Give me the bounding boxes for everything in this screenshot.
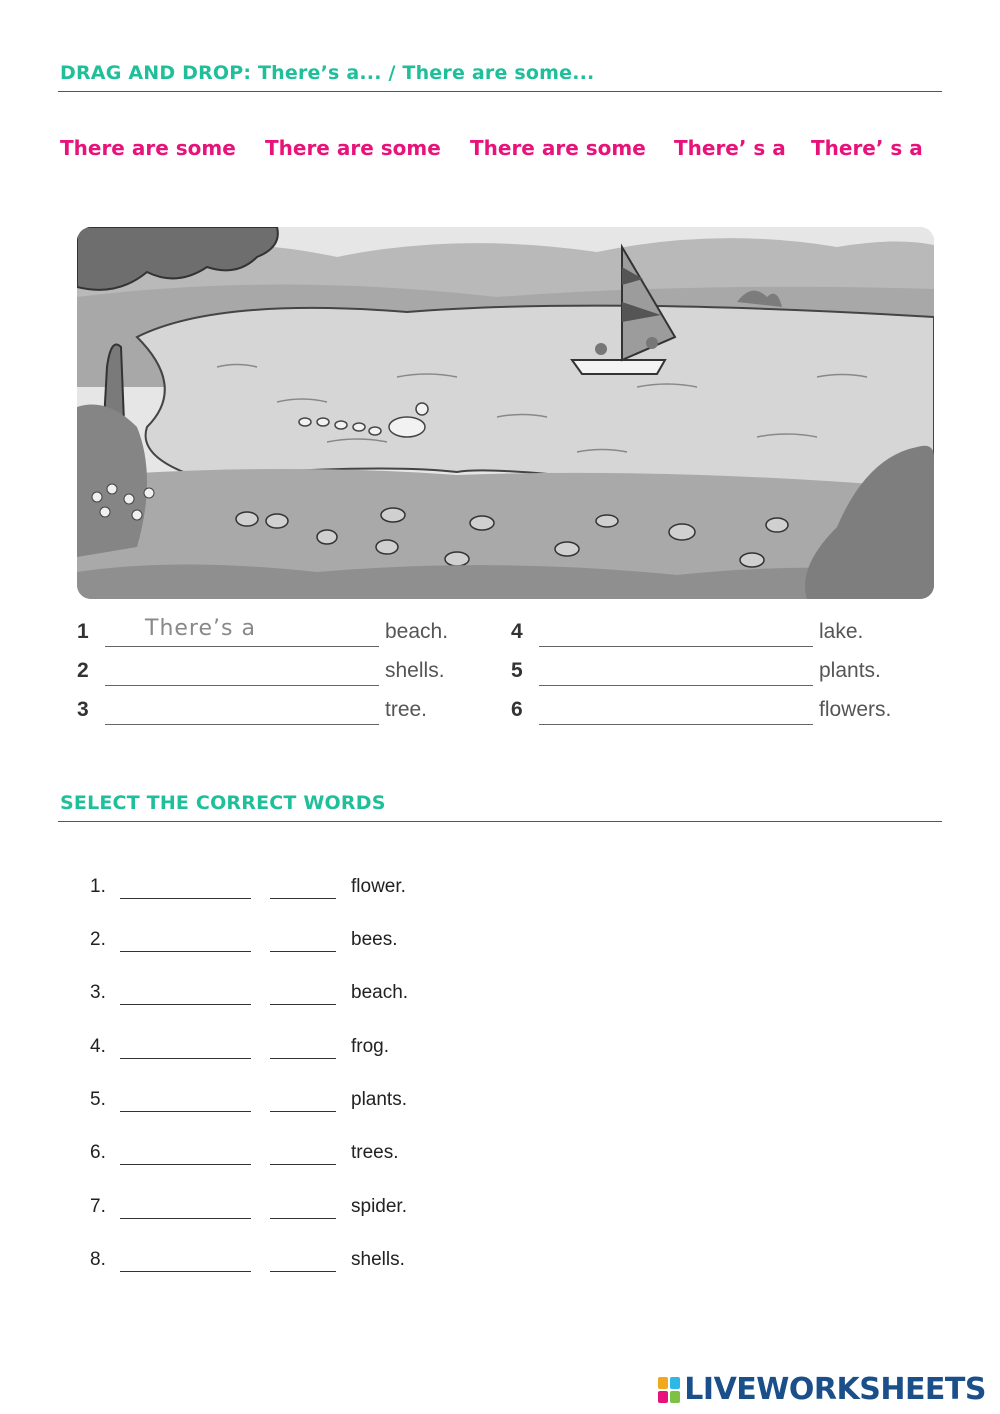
exercise-number: 5 [511, 659, 523, 682]
item-word: bees. [351, 929, 398, 950]
select-row-1 [90, 876, 490, 902]
select-blank-1[interactable] [120, 929, 251, 952]
select-blank-1[interactable] [120, 1089, 251, 1112]
exercise-row-6 [511, 698, 931, 728]
select-row-6 [90, 1142, 490, 1168]
word-bank [60, 136, 940, 166]
select-blank-2[interactable] [270, 1142, 336, 1165]
exercise-number: 2 [77, 659, 89, 682]
exercise-row-5 [511, 659, 931, 689]
liveworksheets-logo-icon [658, 1377, 680, 1403]
select-row-3 [90, 982, 490, 1008]
word-chip-theres-a[interactable]: There’ s a [674, 136, 786, 160]
item-number: 5. [90, 1089, 106, 1110]
select-blank-1[interactable] [120, 1249, 251, 1272]
example-answer: There’s a [145, 616, 256, 641]
section-title-drag-drop: DRAG AND DROP: There’s a... / There are some... [60, 62, 595, 84]
select-row-7 [90, 1196, 490, 1222]
select-row-5 [90, 1089, 490, 1115]
exercise-number: 3 [77, 698, 89, 721]
select-blank-2[interactable] [270, 1196, 336, 1219]
drop-zone-3[interactable] [105, 702, 379, 725]
item-word: shells. [351, 1249, 405, 1270]
exercise-tail: beach. [385, 620, 449, 643]
item-word: plants. [351, 1089, 407, 1110]
select-blank-2[interactable] [270, 1089, 336, 1112]
select-row-8 [90, 1249, 490, 1275]
section-title-select-words: SELECT THE CORRECT WORDS [60, 792, 386, 814]
exercise-number: 4 [511, 620, 523, 643]
item-number: 4. [90, 1036, 106, 1057]
select-blank-1[interactable] [120, 1036, 251, 1059]
select-row-4 [90, 1036, 490, 1062]
exercise-row-3 [77, 698, 477, 728]
exercise-number: 6 [511, 698, 523, 721]
select-blank-2[interactable] [270, 1249, 336, 1272]
divider [58, 91, 942, 92]
item-word: flower. [351, 876, 406, 897]
exercise-row-2 [77, 659, 477, 689]
word-chip-there-are-some[interactable]: There are some [60, 136, 236, 160]
lake-scene-illustration [77, 227, 934, 599]
item-word: trees. [351, 1142, 399, 1163]
item-word: beach. [351, 982, 409, 1003]
word-chip-there-are-some[interactable]: There are some [265, 136, 441, 160]
select-blank-2[interactable] [270, 1036, 336, 1059]
item-number: 2. [90, 929, 106, 950]
item-number: 6. [90, 1142, 106, 1163]
exercise-tail: flowers. [819, 698, 892, 721]
exercise-tail: plants. [819, 659, 881, 682]
liveworksheets-brand [658, 1372, 986, 1407]
exercise-number: 1 [77, 620, 89, 643]
brand-name: LIVEWORKSHEETS [684, 1372, 986, 1407]
item-number: 1. [90, 876, 106, 897]
exercise-row-1 [77, 616, 477, 650]
drop-zone-6[interactable] [539, 702, 813, 725]
item-word: spider. [351, 1196, 407, 1217]
drop-zone-5[interactable] [539, 663, 813, 686]
select-blank-2[interactable] [270, 876, 336, 899]
select-blank-1[interactable] [120, 982, 251, 1005]
drop-zone-4[interactable] [539, 624, 813, 647]
select-blank-2[interactable] [270, 929, 336, 952]
select-blank-1[interactable] [120, 1142, 251, 1165]
item-number: 8. [90, 1249, 106, 1270]
item-word: frog. [351, 1036, 390, 1057]
exercise-row-4 [511, 620, 931, 650]
word-chip-theres-a[interactable]: There’ s a [811, 136, 923, 160]
select-blank-1[interactable] [120, 1196, 251, 1219]
exercise-tail: tree. [385, 698, 428, 721]
word-chip-there-are-some[interactable]: There are some [470, 136, 646, 160]
exercise-tail: shells. [385, 659, 445, 682]
exercise-tail: lake. [819, 620, 864, 643]
select-blank-2[interactable] [270, 982, 336, 1005]
select-row-2 [90, 929, 490, 955]
select-blank-1[interactable] [120, 876, 251, 899]
item-number: 3. [90, 982, 106, 1003]
item-number: 7. [90, 1196, 106, 1217]
divider [58, 821, 942, 822]
drop-zone-2[interactable] [105, 663, 379, 686]
